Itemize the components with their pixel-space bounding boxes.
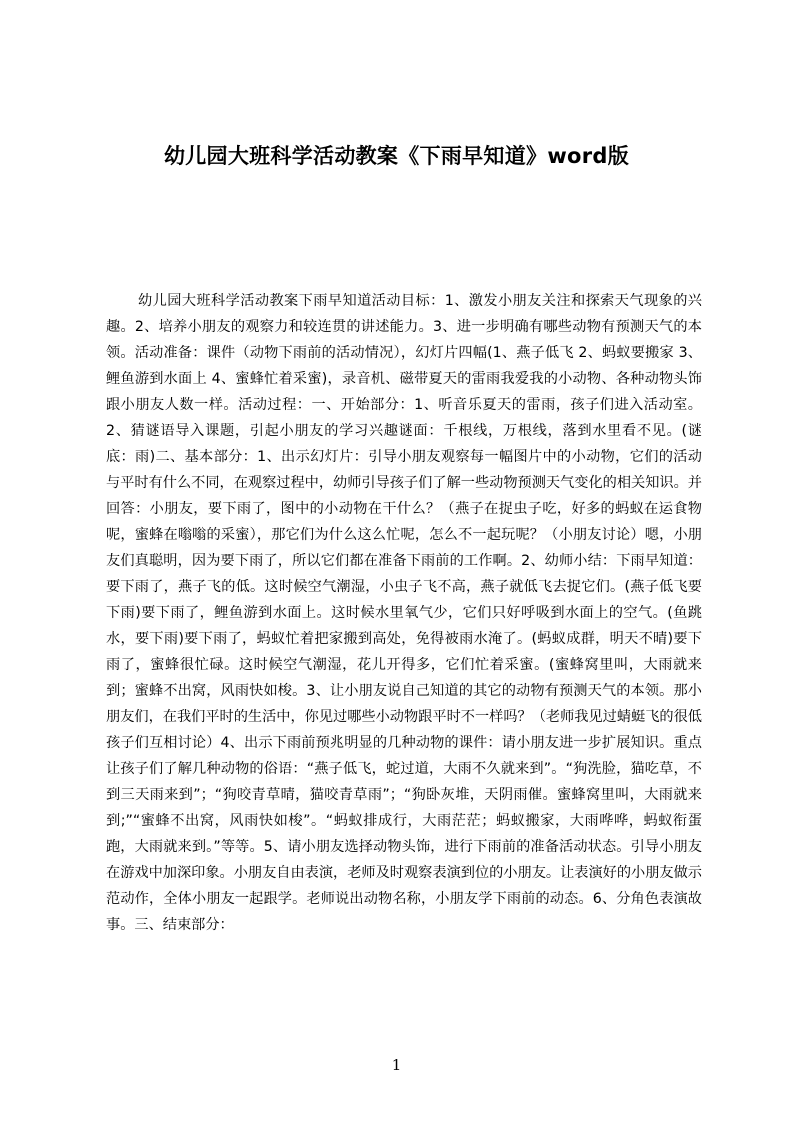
page-number: 1: [391, 1056, 402, 1074]
document-title: 幼儿园大班科学活动教案《下雨早知道》word版: [163, 144, 630, 168]
body-paragraph: 幼儿园大班科学活动教案下雨早知道活动目标：1、激发小朋友关注和探索天气现象的兴趣。2、培养小朋友的观察力和较连贯的讲述能力。3、进一步明确有哪些动物有预测天气的本领。活动准备：课件（动物下雨前的活动情况），幻灯片四幅(1、燕子低飞 2、蚂蚁要搬家 3、鲤鱼游到水面上 4、蜜蜂忙着采蜜)，录音机、磁带夏天的雷雨我爱我的小动物、各种动物头饰跟小朋友人数一样。活动过程：一、开始部分：1、听音乐夏天的雷雨，孩子们进入活动室。2、猜谜语导入课题，引起小朋友的学习兴趣谜面：千根线，万根线，落到水里看不见。(谜底：雨)二、基本部分：1、出示幻灯片：引导小朋友观察每一幅图片中的小动物，它们的活动与平时有什么不同，在观察过程中，幼师引导孩子们了解一些动物预测天气变化的相关知识。并回答：小朋友，要下雨了，图中的小动物在干什么？（燕子在捉虫子吃，好多的蚂蚁在运食物呢，蜜蜂在嗡嗡的采蜜），那它们为什么这么忙呢，怎么不一起玩呢？（小朋友讨论）嗯，小朋友们真聪明，因为要下雨了，所以它们都在准备下雨前的工作啊。2、幼师小结：下雨早知道：要下雨了，燕子飞的低。这时候空气潮湿，小虫子飞不高，燕子就低飞去捉它们。(燕子低飞要下雨)要下雨了，鲤鱼游到水面上。这时候水里氧气少，它们只好呼吸到水面上的空气。(鱼跳水，要下雨)要下雨了，蚂蚁忙着把家搬到高处，免得被雨水淹了。(蚂蚁成群，明天不晴)要下雨了，蜜蜂很忙碌。这时候空气潮湿，花儿开得多，它们忙着采蜜。(蜜蜂窝里叫，大雨就来到；蜜蜂不出窝，风雨快如梭。3、让小朋友说自己知道的其它的动物有预测天气的本领。那小朋友们，在我们平时的生活中，你见过哪些小动物跟平时不一样吗？（老师我见过蜻蜓飞的很低孩子们互相讨论）4、出示下雨前预兆明显的几种动物的课件：请小朋友进一步扩展知识。重点让孩子们了解几种动物的俗语：“燕子低飞，蛇过道，大雨不久就来到”。“狗洗脸，猫吃草，不到三天雨来到”；“狗咬青草晴，猫咬青草雨”；“狗卧灰堆，天阴雨催。蜜蜂窝里叫，大雨就来到;”“蜜蜂不出窝，风雨快如梭”。“蚂蚁排成行，大雨茫茫；蚂蚁搬家，大雨哗哗，蚂蚁衔蛋跑，大雨就来到。”等等。5、请小朋友选择动物头饰，进行下雨前的准备活动状态。引导小朋友在游戏中加深印象。小朋友自由表演，老师及时观察表演到位的小朋友。让表演好的小朋友做示范动作，全体小朋友一起跟学。老师说出动物名称，小朋友学下雨前的动态。6、分角色表演故事。三、结束部分：: [106, 293, 702, 933]
